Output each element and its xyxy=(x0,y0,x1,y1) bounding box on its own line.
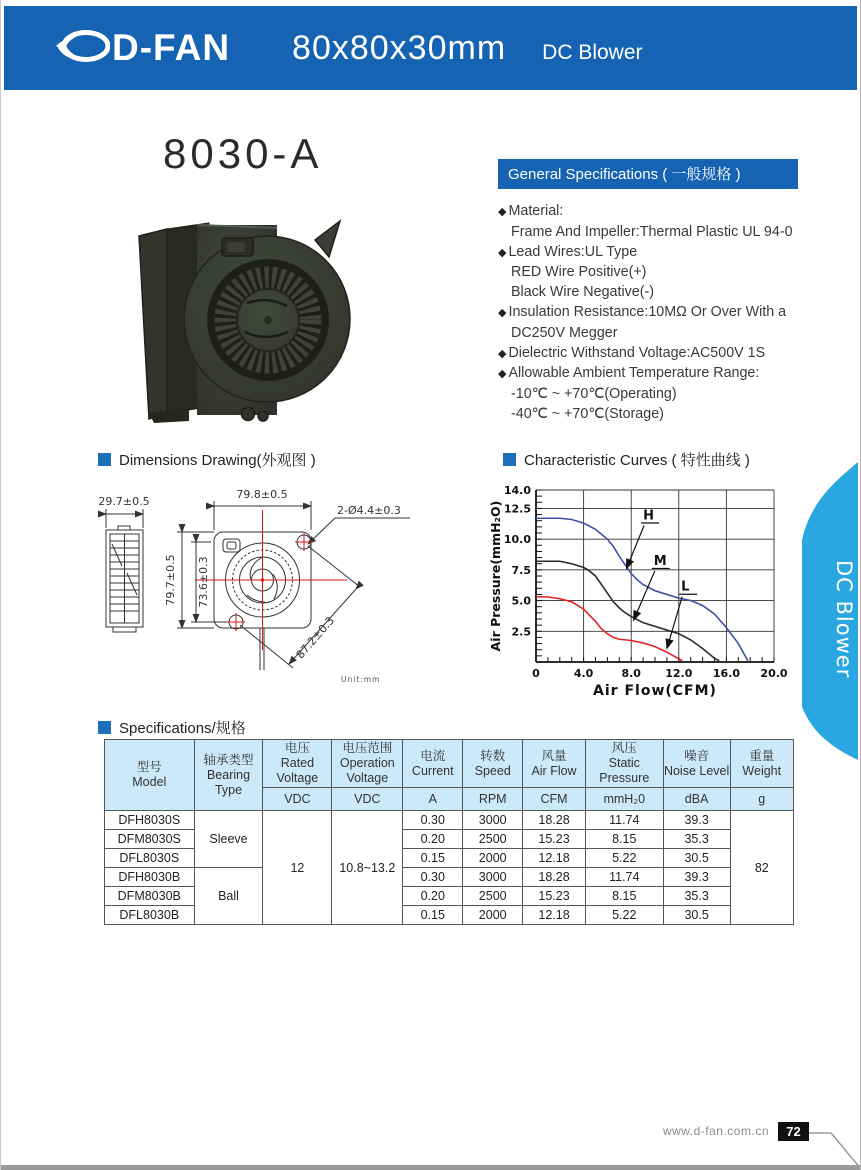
unit-rpm: RPM xyxy=(463,788,523,811)
spec-line: ◆ Insulation Resistance:10MΩ Or Over With a xyxy=(498,303,798,324)
table-row: DFM8030S 0.20 2500 15.23 8.15 35.3 xyxy=(105,830,794,849)
col-header-current: 电流 Current xyxy=(403,740,463,788)
cell-bearing-sleeve: Sleeve xyxy=(194,811,263,868)
svg-text:20.0: 20.0 xyxy=(760,667,788,680)
svg-text:12.5: 12.5 xyxy=(503,502,531,516)
svg-text:5.0: 5.0 xyxy=(511,594,531,608)
header-size-title: 80x80x30mm xyxy=(292,28,507,67)
cell-model: DFH8030B xyxy=(105,868,195,887)
model-title: 8030-A xyxy=(163,130,323,177)
unit-vdc: VDC xyxy=(332,788,403,811)
cell-weight: 82 xyxy=(730,811,793,925)
cell-model: DFL8030S xyxy=(105,849,195,868)
svg-text:4.0: 4.0 xyxy=(573,667,594,680)
cell-model: DFM8030B xyxy=(105,887,195,906)
dim-holes-label: 2-Ø4.4±0.3 xyxy=(337,504,401,517)
page-number-badge: 72 xyxy=(778,1122,809,1141)
svg-text:M: M xyxy=(653,553,667,569)
spec-line: RED Wire Positive(+) xyxy=(511,264,647,281)
spec-line: ◆ Allowable Ambient Temperature Range: xyxy=(498,364,798,385)
svg-text:2.5: 2.5 xyxy=(511,625,531,639)
col-header-bearing: 轴承类型 Bearing Type xyxy=(194,740,263,811)
svg-text:0: 0 xyxy=(532,667,540,680)
side-tab-label: DC Blower xyxy=(832,560,856,679)
svg-text:7.5: 7.5 xyxy=(511,563,531,577)
spec-table-section-title: Specifications/规格 xyxy=(98,717,246,738)
general-specs-section xyxy=(498,159,798,425)
cell-rated-voltage: 12 xyxy=(263,811,332,925)
dimensions-section-title: Dimensions Drawing(外观图 ) xyxy=(98,449,316,470)
table-row: DFH8030B Ball 0.30 3000 18.28 11.74 39.3 xyxy=(105,868,794,887)
brand-logo xyxy=(56,26,230,71)
specifications-table xyxy=(104,739,794,925)
unit-mmh2o: mmH₂0 xyxy=(585,788,663,811)
unit-cfm: CFM xyxy=(523,788,586,811)
characteristic-curves-chart xyxy=(489,476,801,721)
cell-operation-voltage: 10.8~13.2 xyxy=(332,811,403,925)
col-header-airflow: 风量 Air Flow xyxy=(523,740,586,788)
dim-width-label: 79.8±0.5 xyxy=(236,488,288,501)
dim-unit-label: Unit:mm xyxy=(341,675,381,684)
general-specs-list xyxy=(498,202,798,425)
spec-line: -10℃ ~ +70℃(Operating) xyxy=(511,386,677,403)
spec-line: DC250V Megger xyxy=(511,324,618,341)
col-header-operation-voltage: 电压范围 Operation Voltage xyxy=(332,740,403,788)
chart-svg xyxy=(489,476,801,716)
table-row: DFH8030S Sleeve 12 10.8~13.2 0.30 3000 18.28 11.74 39.3 82 xyxy=(105,811,794,830)
svg-text:H: H xyxy=(643,508,654,524)
section-square-icon xyxy=(98,721,111,734)
dfan-swoosh-icon xyxy=(56,26,110,71)
spec-line: ◆ Dielectric Withstand Voltage:AC500V 1S xyxy=(498,344,798,365)
unit-vdc: VDC xyxy=(263,788,332,811)
table-row: DFL8030S 0.15 2000 12.18 5.22 30.5 xyxy=(105,849,794,868)
svg-text:L: L xyxy=(681,579,690,595)
general-specs-header: General Specifications ( 一般规格 ) xyxy=(498,159,798,189)
cell-bearing-ball: Ball xyxy=(194,868,263,925)
spec-line: ◆ Lead Wires:UL Type xyxy=(498,243,798,264)
svg-text:16.0: 16.0 xyxy=(712,667,740,680)
svg-text:Air Pressure(mmH₂O): Air Pressure(mmH₂O) xyxy=(489,500,503,652)
spec-line: -40℃ ~ +70℃(Storage) xyxy=(511,405,664,422)
dim-diag-label: 87.2±0.3 xyxy=(293,614,338,662)
table-row: DFM8030B 0.20 2500 15.23 8.15 35.3 xyxy=(105,887,794,906)
spec-line: Black Wire Negative(-) xyxy=(511,284,654,301)
col-header-rated-voltage: 电压 Rated Voltage xyxy=(263,740,332,788)
header-bar xyxy=(4,6,857,90)
spec-line: Frame And Impeller:Thermal Plastic UL 94-0 xyxy=(511,223,793,240)
svg-text:Air Flow(CFM): Air Flow(CFM) xyxy=(593,683,717,699)
svg-text:10.0: 10.0 xyxy=(503,533,531,547)
header-product-type: DC Blower xyxy=(542,41,643,64)
unit-g: g xyxy=(730,788,793,811)
dim-hole-pitch-label: 73.6±0.3 xyxy=(197,556,210,608)
curves-section-title: Characteristic Curves ( 特性曲线 ) xyxy=(503,449,750,470)
col-header-noise: 噪音 Noise Level xyxy=(663,740,730,788)
unit-a: A xyxy=(403,788,463,811)
section-square-icon xyxy=(503,453,516,466)
dc-blower-side-tab xyxy=(799,462,859,767)
col-header-model: 型号 Model xyxy=(105,740,195,811)
section-square-icon xyxy=(98,453,111,466)
dim-depth-label: 29.7±0.5 xyxy=(98,495,150,508)
col-header-static-pressure: 风压 Static Pressure xyxy=(585,740,663,788)
cell-model: DFH8030S xyxy=(105,811,195,830)
col-header-weight: 重量 Weight xyxy=(730,740,793,788)
brand-name: D-FAN xyxy=(112,27,231,68)
svg-text:8.0: 8.0 xyxy=(621,667,641,680)
product-photo xyxy=(127,208,353,439)
unit-dba: dBA xyxy=(663,788,730,811)
page-bottom-rule xyxy=(1,1165,860,1170)
website-link[interactable]: www.d-fan.com.cn xyxy=(662,1124,769,1138)
footer-corner-line xyxy=(809,1122,861,1170)
spec-line: ◆ Material: xyxy=(498,202,798,223)
svg-text:14.0: 14.0 xyxy=(503,484,531,497)
col-header-speed: 转数 Speed xyxy=(463,740,523,788)
dim-height-label: 79.7±0.5 xyxy=(164,554,177,606)
svg-text:12.0: 12.0 xyxy=(665,667,693,680)
table-row: DFL8030B 0.15 2000 12.18 5.22 30.5 xyxy=(105,906,794,925)
cell-model: DFL8030B xyxy=(105,906,195,925)
dimensions-drawing xyxy=(89,478,481,718)
cell-model: DFM8030S xyxy=(105,830,195,849)
